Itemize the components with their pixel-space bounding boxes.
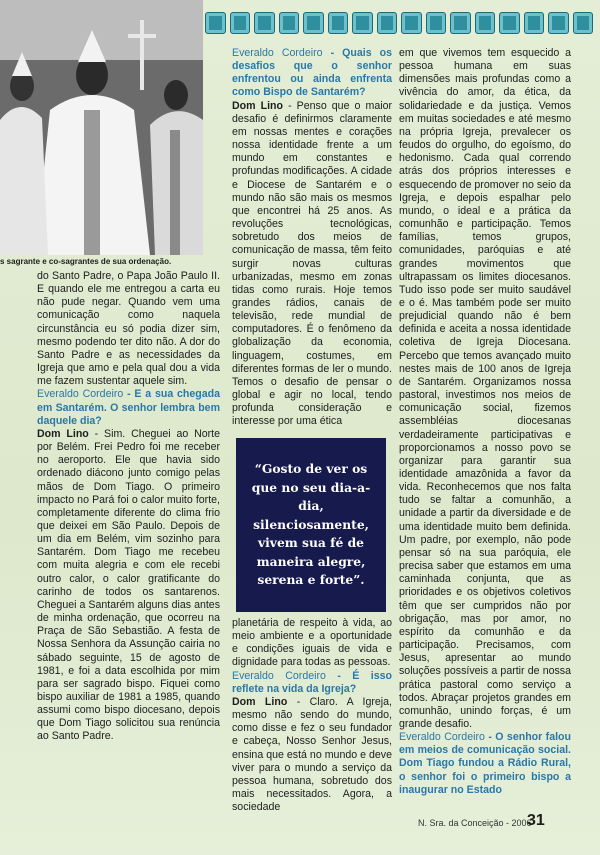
respondent-name: Dom Lino — [232, 695, 288, 708]
question-text: - E a sua chegada em Santarém. O senhor lembra bem daquele dia? — [37, 388, 220, 427]
band-tile — [230, 12, 251, 34]
photo-caption: s sagrante e co-sagrantes de sua ordenação. — [0, 257, 172, 266]
interviewer-name: Everaldo Cordeiro — [37, 388, 124, 401]
decorative-border-band — [205, 12, 593, 38]
band-tile — [548, 12, 569, 34]
interviewer-name: Everaldo Cordeiro — [232, 47, 323, 59]
band-tile — [450, 12, 471, 34]
paragraph: em que vivemos tem esquecido a pessoa humana em suas dimensões mais profundas como a vivência do amor, da ética, da solidariedade e da justiça. Vemos em muitas sociedades e até mesmo na própria Igreja, prevalecer os feudos do orgulho, do egoísmo, do hedonismo. Cada qual correndo atrás dos próprios interesses e esquecendo de promover no seio da Igreja, e depois espalhar pelo mundo, o ideal e a prática da comunhão e participação. Temos famílias, temos grupos, comunidades, paróquias e até grandes movimentos que ultrapassam os limites diocesanos. Tudo isso pode ser muito saudável e o é. Mas também pode ser muito prejudicial quando não é bem definida e aceita a nossa identidade coletiva de Igreja Diocesana. Percebo que temos avançado muito nestes mais de 100 anos de Igreja de Santarém. Organizamos nossa pastoral, investimos nos meios de comunicação social, fizemos assembléias diocesanas verdadeiramente participativas e proporcionamos a nosso povo se organizar para garantir sua identidade amazônida a favor da vida. Reconhecemos que nos falta tudo se faltar a comunhão, a unidade a partir da diversidade e de uma identidade muito bem definida. Um padre, por exemplo, não pode pensar só na sua paróquia, ele precisa saber que estamos em uma caminhada conjunta, que as prioridades e os objetivos coletivos têm que ser cumpridos não por obrigação, mas por amor, no espírito da comunhão e da participação. Precisamos, com Jesus, apresentar ao mundo soluções possíveis a partir de nossa prática pastoral como serviço a todos. Abraçar projetos grandes em comunhão, unindo forças, é um grande desafio. — [399, 47, 571, 730]
band-tile — [573, 12, 594, 34]
question-text: - O senhor falou em meios de comunicação social. Dom Tiago fundou a Rádio Rural, o senhor foi o primeiro bispo a inaugurar no Estado — [399, 731, 571, 796]
paragraph: do Santo Padre, o Papa João Paulo II. E quando ele me entregou a carta eu não pude negar. Quando vem uma comunicação como naquela circunstância eu só podia dizer sim, mesmo podendo ter dito não. A dor do Santo Padre e as necessidades da Igreja que amo e pela qual dou a vida me fazem sustentar aquele sim. — [37, 270, 220, 388]
column-3 — [399, 47, 571, 797]
band-tile — [205, 12, 226, 34]
interview-answer — [232, 696, 392, 814]
question-text: - Quais os desafios que o senhor enfrentou ou ainda enfrenta como Bispo de Santarém? — [232, 47, 392, 99]
column-2-continued — [232, 617, 392, 814]
band-tile — [401, 12, 422, 34]
band-tile — [475, 12, 496, 34]
answer-text: - Claro. A Igreja, mesmo não sendo do mundo, como disse e fez o seu fundador e cabeça, Nosso Senhor Jesus, ensina que está no mundo e deve viver para o mundo a serviço da pessoa humana, sobretudo dos mais necessitados. Agora, a sociedade — [232, 695, 392, 814]
interviewer-name: Everaldo Cordeiro — [232, 669, 326, 682]
photo-illustration — [0, 0, 203, 255]
interview-answer — [37, 428, 220, 744]
pull-quote-text: “Gosto de ver os que no seu dia-a-dia, silenciosamente, vivem sua fé de maneira alegre, serena e forte”. — [251, 461, 371, 588]
band-tile — [377, 12, 398, 34]
respondent-name: Dom Lino — [232, 99, 283, 112]
band-tile — [426, 12, 447, 34]
band-tile — [524, 12, 545, 34]
interview-answer — [232, 100, 392, 429]
answer-text: - Penso que o maior desafio é definirmos claramente em nossas mentes e corações nossa identidade frente a um mundo em constantes e profundas modificações. A cidade e Diocese de Santarém e o mundo não são mais os mesmos que encontrei há 25 anos. As revoluções tecnológicas, sobretudo dos meios de comunicação de massa, têm feito surgir novas culturas urbanizadas, mesmo em zonas tidas como rurais. Hoje temos grandes rádios, canais de televisão, rede mundial de computadores. É o fenômeno da globalização da economia, linguagem, costumes, em diferentes formas de ler o mundo. Temos o desafio de pensar o global e agir no local, tendo profunda consideração e interesse por uma ética — [232, 99, 392, 428]
footer-magazine: N. Sra. da Conceição - 2006 — [418, 818, 532, 828]
page-number: 31 — [527, 812, 545, 829]
band-tile — [499, 12, 520, 34]
interviewer-name: Everaldo Cordeiro — [399, 731, 485, 744]
band-tile — [279, 12, 300, 34]
interview-question — [399, 731, 571, 797]
band-tile — [352, 12, 373, 34]
column-1 — [37, 270, 220, 744]
interview-question — [232, 670, 392, 696]
question-text: - É isso reflete na vida da Igreja? — [232, 669, 392, 695]
band-tile — [254, 12, 275, 34]
column-2 — [232, 47, 392, 429]
answer-text: - Sim. Cheguei ao Norte por Belém. Frei Pedro foi me receber no aeroporto. Ele que havia sido ordenado diácono junto comigo pelas mãos de Dom Tiago. O primeiro impacto no Pará foi o calor muito forte, completamente diferente do clima frio que deixei em São Paulo. Depois de um dia em Belém, vim sozinho para Santarém. Dom Tiago me recebeu com muita alegria e com ele recebi outro calor, o calor gratificante do carinho de todos os santarenos. Cheguei a Santarém alguns dias antes de minha ordenação, que ocorreu na Praça de São Sebastião. A festa de Nossa Senhora da Assunção cairia no sábado seguinte, 15 de agosto de 1981, e foi a data escolhida por mim para ser sagrado bispo. Fiquei como bispo auxiliar de 1981 a 1985, quando assumi como bispo diocesano, depois que Dom Tiago solicitou sua renúncia ao Santo Padre. — [37, 427, 221, 743]
interview-question — [37, 388, 220, 427]
interview-question — [232, 47, 392, 100]
respondent-name: Dom Lino — [37, 427, 89, 440]
ordination-photo — [0, 0, 203, 255]
pull-quote — [236, 438, 386, 612]
band-tile — [303, 12, 324, 34]
band-tile — [328, 12, 349, 34]
paragraph: planetária de respeito à vida, ao meio ambiente e a oportunidade e condições iguais de vida e dignidade para todas as pessoas. — [232, 617, 392, 669]
